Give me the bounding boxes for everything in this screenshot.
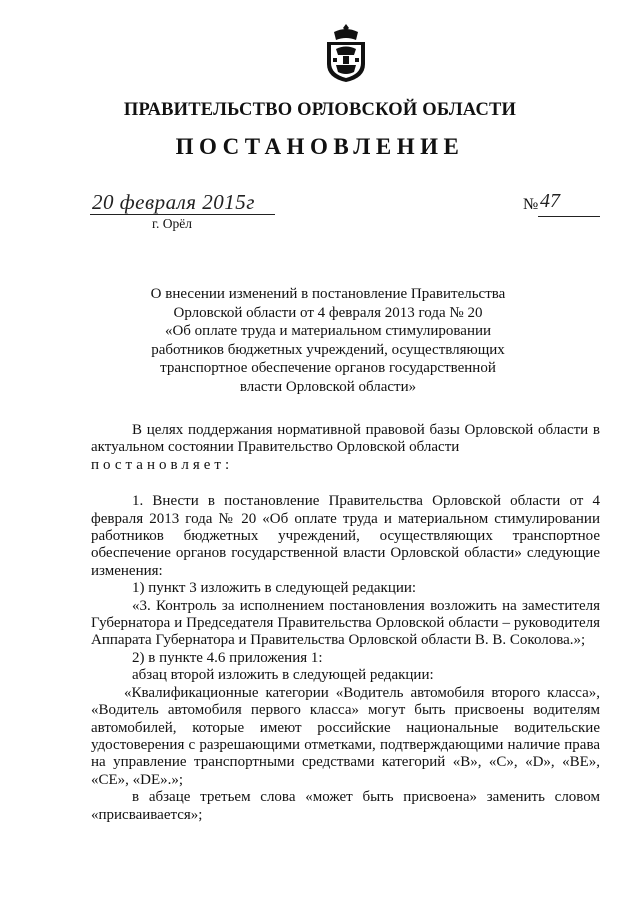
document-body [91, 422, 600, 824]
body-paragraph: «3. Контроль за исполнением постановления возложить на заместителя Губернатора и Председателя Правительства Орловской области – руководителя Аппарата Губернатора и Правительства Орловской области В. В. Соколова.»; [91, 597, 600, 649]
subject-line: «Об оплате труда и материальном стимулировании [164, 323, 492, 339]
preamble-paragraph: В целях поддержания нормативной правовой базы Орловской области в актуальном состоянии Правительство Орловской области [91, 422, 600, 456]
subject-line: работников бюджетных учреждений, осуществляющих [151, 341, 505, 358]
number-label: № [523, 196, 539, 213]
body-paragraph: 1. Внести в постановление Правительства Орловской области от 4 февраля 2013 года № 20 «Об оплате труда и материальном стимулировании работников бюджетных учреждений, осуществляющих транспортное обеспечение органов государственной власти Орловской области» следующие изменения: [91, 493, 600, 579]
government-title: ПРАВИТЕЛЬСТВО ОРЛОВСКОЙ ОБЛАСТИ [123, 100, 517, 120]
document-type-title: ПОСТАНОВЛЕНИЕ [175, 134, 465, 159]
date-underline [90, 214, 275, 215]
city-label: г. Орёл [152, 216, 192, 231]
number-underline [538, 216, 600, 217]
body-paragraph: в абзаце третьем слова «может быть присвоена» заменить словом «присваивается»; [91, 789, 600, 823]
subject-line: Орловской области от 4 февраля 2013 года № 20 [173, 304, 483, 321]
subject-line: власти Орловской области» [239, 378, 417, 395]
body-paragraph: 1) пункт 3 изложить в следующей редакции: [132, 580, 417, 597]
document-subject [130, 285, 526, 396]
handwritten-date: 20 февраля 2015г [92, 190, 255, 214]
body-paragraph: абзац второй изложить в следующей редакции: [132, 667, 434, 684]
body-paragraph: 2) в пункте 4.6 приложения 1: [132, 649, 323, 666]
subject-line: О внесении изменений в постановление Правительства [150, 286, 506, 302]
body-paragraph: «Квалификационные категории «Водитель автомобиля второго класса», «Водитель автомобиля первого класса» могут быть присвоены водителям автомобилей, которые имеют российские национальные водительские удостоверения с разрешающими отметками, подтверждающими наличие права на управление транспортными средствами категорий «B», «C», «D», «BE», «CE», «DE».»; [91, 684, 600, 788]
resolves-word: постановляет: [91, 456, 234, 473]
coat-of-arms-emblem [322, 22, 370, 84]
handwritten-number: 47 [540, 190, 560, 212]
subject-line: транспортное обеспечение органов государственной [160, 360, 496, 376]
